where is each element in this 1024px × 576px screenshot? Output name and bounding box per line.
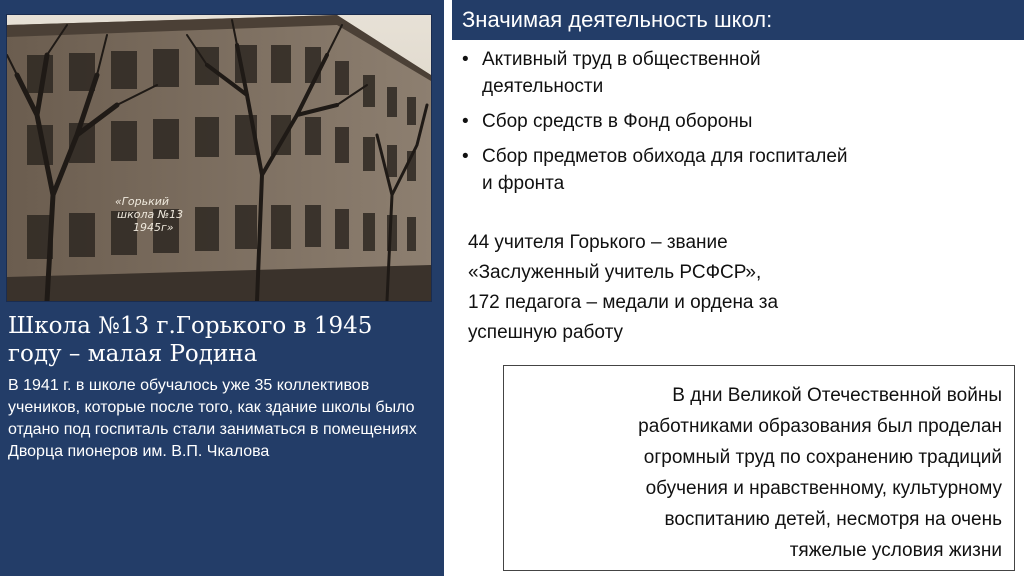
activities-list — [460, 46, 1020, 205]
list-item: • Сбор средств в Фонд обороны — [460, 108, 1020, 135]
slide-title: Значимая деятельность школ: — [462, 7, 773, 32]
list-item: • Активный труд в общественной деятельности — [460, 46, 1020, 100]
left-panel — [0, 0, 444, 576]
summary-box — [503, 365, 1015, 571]
svg-text:1945г»: 1945г» — [133, 221, 174, 234]
school-photo — [6, 14, 432, 302]
photo-caption-body: В 1941 г. в школе обучалось уже 35 коллективов учеников, которые после того, как здание школы было отдано под госпиталь стали заниматься в помещениях Дворца пионеров им. В.П. Чкалова — [8, 377, 417, 460]
svg-text:школа №13: школа №13 — [117, 208, 184, 221]
photo-caption-title: Школа №13 г.Горького в 1945 году – малая Родина — [8, 313, 373, 367]
list-item: • Сбор предметов обихода для госпиталей и фронта — [460, 143, 1020, 197]
bullet-icon: • — [462, 111, 469, 132]
photo-inscription: «Горький — [115, 195, 170, 208]
school-building-illustration — [7, 15, 431, 301]
bullet-icon: • — [462, 146, 469, 167]
teacher-awards-text: 44 учителя Горького – звание «Заслуженный учитель РСФСР», 172 педагога – медали и ордена за успешную работу — [468, 232, 779, 343]
bullet-icon: • — [462, 49, 469, 70]
summary-text: В дни Великой Отечественной войны работниками образования был проделан огромный труд по сохранению традиций обучения и нравственному, культурному воспитанию детей, несмотря на очень тяжелые условия жизни — [638, 385, 1002, 561]
